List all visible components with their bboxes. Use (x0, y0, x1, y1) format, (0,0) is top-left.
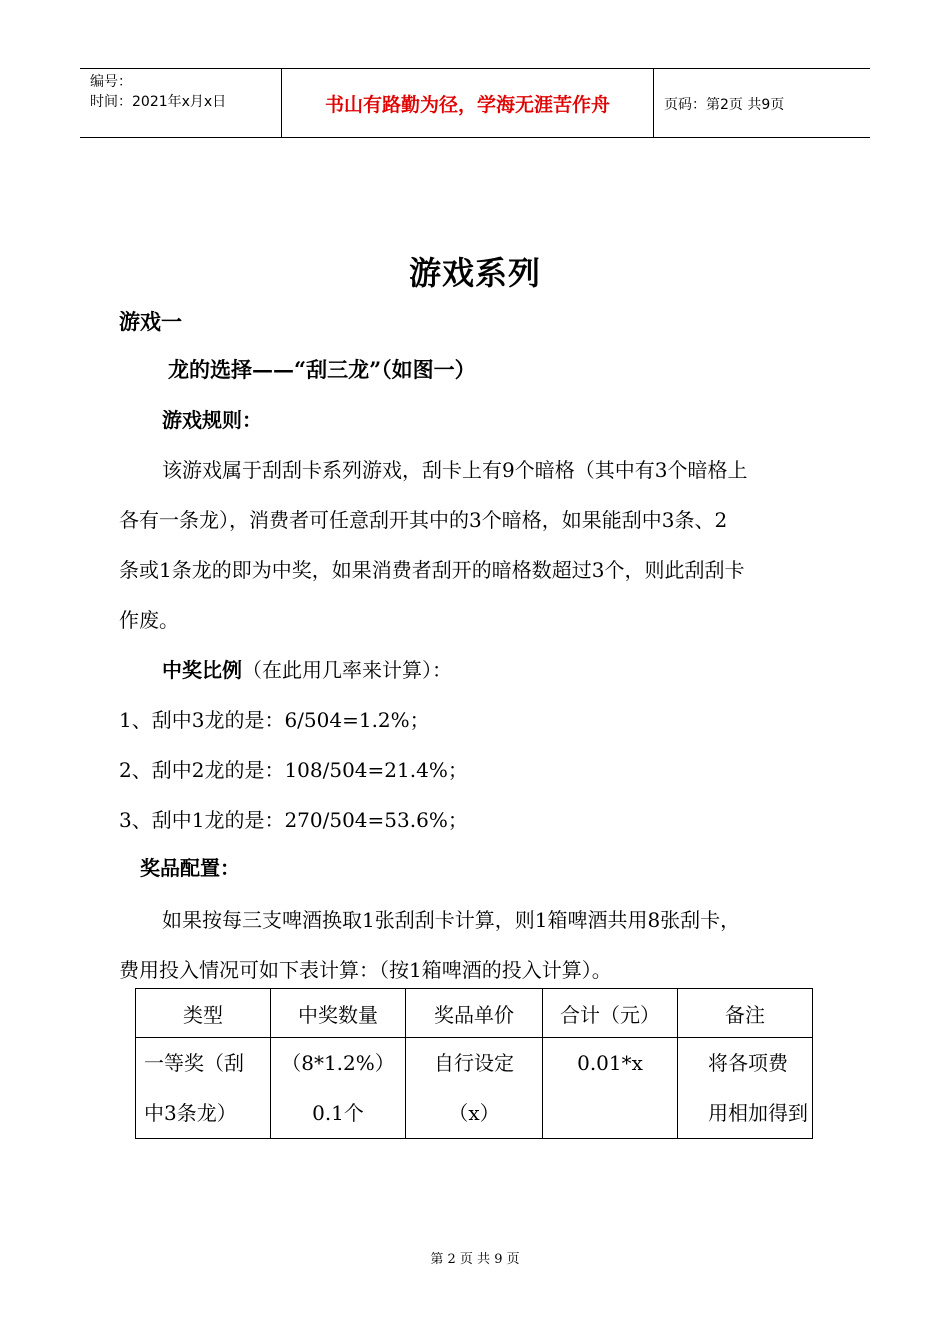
game-subtitle: 龙的选择——“刮三龙”（如图一） (168, 357, 476, 382)
ratio-heading (162, 654, 452, 683)
ratio-item: 3、刮中1龙的是：270/504=53.6%； (119, 808, 468, 832)
cell-line: 自行设定 (434, 1051, 514, 1075)
page-header (80, 68, 870, 138)
document-title: 游戏系列 (408, 254, 541, 292)
cell-line: 0.01*x (577, 1051, 643, 1075)
header-time-label: 时间：2021年x月x日 (90, 94, 227, 110)
table-header-cell: 类型 (136, 989, 271, 1038)
cell-line: 一等奖（刮 (144, 1051, 244, 1075)
table-cell-quantity (271, 1038, 406, 1139)
prize-heading: 奖品配置： (140, 856, 240, 880)
cell-line: （8*1.2%） (281, 1051, 395, 1075)
header-page-info: 页码：第2页 共9页 (664, 97, 785, 113)
game-heading: 游戏一 (119, 309, 182, 334)
table-cell-note (678, 1038, 813, 1139)
cell-line: 中3条龙） (144, 1101, 237, 1125)
table-header-row (136, 989, 813, 1038)
table-cell-total (543, 1038, 678, 1139)
rules-line-3: 条或1条龙的即为中奖，如果消费者刮开的暗格数超过3个，则此刮刮卡 (119, 558, 745, 582)
table-cell-price (406, 1038, 543, 1139)
table-row (136, 1038, 813, 1139)
prize-line-1: 如果按每三支啤酒换取1张刮刮卡计算，则1箱啤酒共用8张刮卡， (162, 908, 741, 932)
ratio-item: 1、刮中3龙的是：6/504=1.2%； (119, 708, 430, 732)
cell-line: 0.1个 (312, 1101, 364, 1125)
ratio-heading-rest: （在此用几率来计算）： (242, 658, 452, 682)
table-header-cell: 合计（元） (543, 989, 678, 1038)
ratio-item: 2、刮中2龙的是：108/504=21.4%； (119, 758, 468, 782)
cell-line: 将各项费 (708, 1051, 788, 1075)
ratio-heading-bold: 中奖比例 (162, 658, 242, 682)
cell-line: （x） (448, 1101, 500, 1125)
table-header-cell: 备注 (678, 989, 813, 1038)
page-footer: 第 2 页 共 9 页 (430, 1252, 520, 1267)
header-motto: 书山有路勤为径，学海无涯苦作舟 (282, 69, 654, 137)
prize-line-2: 费用投入情况可如下表计算：（按1箱啤酒的投入计算）。 (119, 958, 612, 982)
cell-line: 用相加得到 (708, 1101, 808, 1125)
rules-line-2: 各有一条龙），消费者可任意刮开其中的3个暗格，如果能刮中3条、2 (119, 508, 728, 532)
header-meta (80, 69, 282, 137)
table-header-cell: 奖品单价 (406, 989, 543, 1038)
table-cell-type (136, 1038, 271, 1139)
prize-table (135, 988, 813, 1139)
header-number-label: 编号： (90, 74, 132, 90)
table-header-cell: 中奖数量 (271, 989, 406, 1038)
rules-line-1: 该游戏属于刮刮卡系列游戏，刮卡上有9个暗格（其中有3个暗格上 (162, 458, 748, 482)
rules-line-4: 作废。 (119, 608, 179, 632)
rules-heading: 游戏规则： (162, 408, 262, 432)
